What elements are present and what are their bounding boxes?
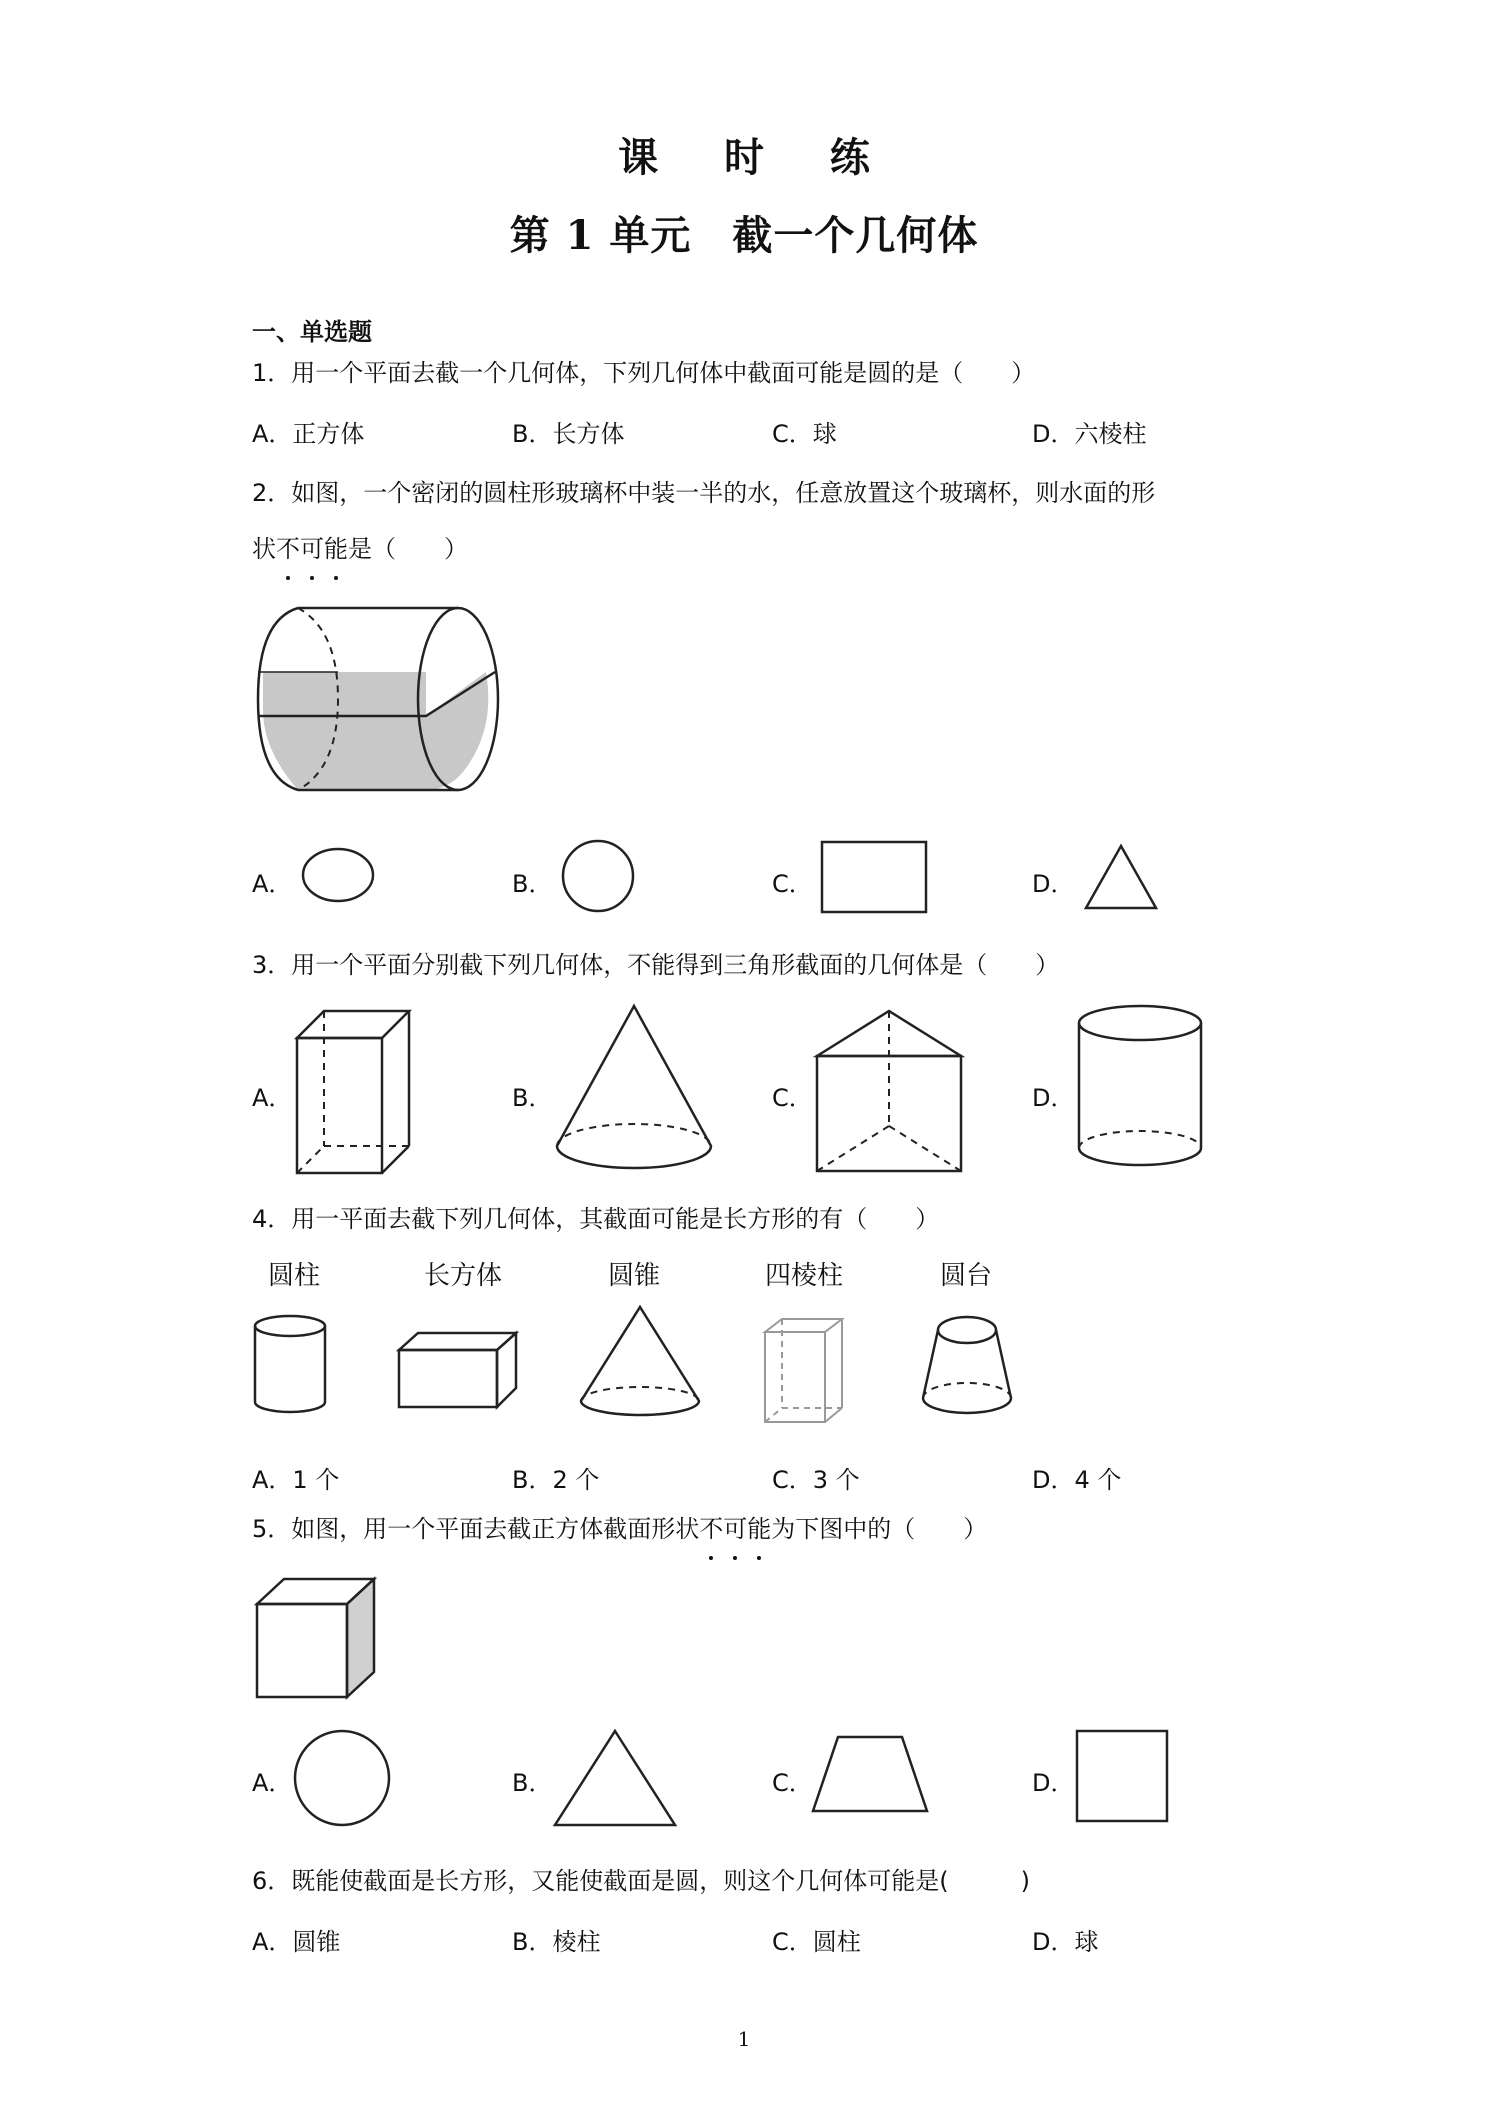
q2-emph-char: 不 (276, 532, 300, 566)
q2-emph-char: 可 (300, 532, 324, 566)
q1-option-c[interactable]: C．球 (772, 420, 837, 448)
q2-option-d[interactable]: D． (1032, 870, 1075, 898)
water-fill (263, 672, 426, 790)
q1-option-d[interactable]: D．六棱柱 (1032, 420, 1147, 448)
section-heading: 一、单选题 (252, 318, 372, 346)
rectangle-icon[interactable] (820, 840, 930, 916)
q2-cylinder-figure (258, 600, 508, 800)
q2-line2-suffix: 是（ ） (348, 535, 468, 563)
q4-option-a[interactable]: A．1 个 (252, 1466, 340, 1494)
ellipse-icon[interactable] (300, 843, 376, 903)
cylinder-icon[interactable] (1076, 1003, 1204, 1171)
figure-label-cylinder: 圆柱 (268, 1261, 321, 1291)
question-3-text: 3．用一个平面分别截下列几何体，不能得到三角形截面的几何体是（ ） (252, 951, 1060, 979)
cuboid-icon[interactable] (294, 1008, 414, 1176)
q3-option-d[interactable]: D． (1032, 1084, 1075, 1112)
trapezoid-icon[interactable] (810, 1734, 930, 1814)
q3-option-c[interactable]: C． (772, 1084, 813, 1112)
page-subtitle: 第 1 单元 截一个几何体 (509, 212, 979, 259)
q6-option-c[interactable]: C．圆柱 (772, 1928, 861, 1956)
page-title: 课 时 练 (618, 134, 896, 181)
q5-suffix: 为下图中的（ ） (771, 1515, 988, 1543)
q1-option-a[interactable]: A．正方体 (252, 420, 365, 448)
figure-label-cuboid: 长方体 (424, 1261, 503, 1291)
frustum-figure-icon (920, 1314, 1014, 1418)
figure-label-cone: 圆锥 (608, 1261, 661, 1291)
q5-option-c[interactable]: C． (772, 1769, 813, 1797)
q4-option-b[interactable]: B．2 个 (512, 1466, 600, 1494)
q5-emph-char: 能 (747, 1512, 771, 1546)
q5-prefix: 5．如图，用一个平面去截正方体截面形状 (252, 1515, 700, 1543)
q6-option-a[interactable]: A．圆锥 (252, 1928, 341, 1956)
cuboid-figure-icon (396, 1330, 520, 1410)
question-6-text: 6．既能使截面是长方形，又能使截面是圆，则这个几何体可能是( ) (252, 1867, 1030, 1895)
q2-option-a[interactable]: A． (252, 870, 293, 898)
circle-icon[interactable] (292, 1728, 392, 1828)
q5-option-a[interactable]: A． (252, 1769, 293, 1797)
question-1-text: 1．用一个平面去截一个几何体，下列几何体中截面可能是圆的是（ ） (252, 359, 1036, 387)
question-2-line1: 2．如图，一个密闭的圆柱形玻璃杯中装一半的水，任意放置这个玻璃杯，则水面的形 (252, 479, 1156, 507)
q5-emph-char: 可 (723, 1512, 747, 1546)
q2-emph-char: 能 (324, 532, 348, 566)
q5-option-b[interactable]: B． (512, 1769, 553, 1797)
cone-icon[interactable] (554, 1003, 714, 1171)
q5-emphasis (699, 1512, 771, 1546)
q2-option-b[interactable]: B． (512, 870, 553, 898)
q3-option-b[interactable]: B． (512, 1084, 553, 1112)
q1-option-b[interactable]: B．长方体 (512, 420, 625, 448)
cone-figure-icon (578, 1304, 702, 1418)
square-icon[interactable] (1074, 1728, 1170, 1824)
q4-option-d[interactable]: D．4 个 (1032, 1466, 1122, 1494)
square-prism-figure-icon (762, 1316, 846, 1426)
triangle-icon[interactable] (552, 1728, 678, 1828)
q5-option-d[interactable]: D． (1032, 1769, 1075, 1797)
triangle-icon[interactable] (1083, 843, 1159, 913)
q2-line2-prefix: 状 (252, 535, 276, 563)
question-5-text (252, 1512, 987, 1546)
q2-option-c[interactable]: C． (772, 870, 813, 898)
page-number: 1 (737, 2027, 751, 2051)
q6-option-d[interactable]: D．球 (1032, 1928, 1099, 1956)
cube-figure (254, 1576, 378, 1700)
figure-label-square-prism: 四棱柱 (765, 1261, 844, 1291)
q6-option-b[interactable]: B．棱柱 (512, 1928, 601, 1956)
question-4-text: 4．用一平面去截下列几何体，其截面可能是长方形的有（ ） (252, 1205, 940, 1233)
circle-icon[interactable] (560, 838, 636, 914)
q5-emph-char: 不 (699, 1512, 723, 1546)
q3-option-a[interactable]: A． (252, 1084, 293, 1112)
figure-label-frustum: 圆台 (940, 1261, 993, 1291)
q4-option-c[interactable]: C．3 个 (772, 1466, 860, 1494)
q2-emphasis (276, 532, 348, 566)
cylinder-figure-icon (252, 1314, 328, 1416)
triangular-prism-icon[interactable] (814, 1008, 964, 1174)
question-2-line2 (252, 532, 468, 566)
